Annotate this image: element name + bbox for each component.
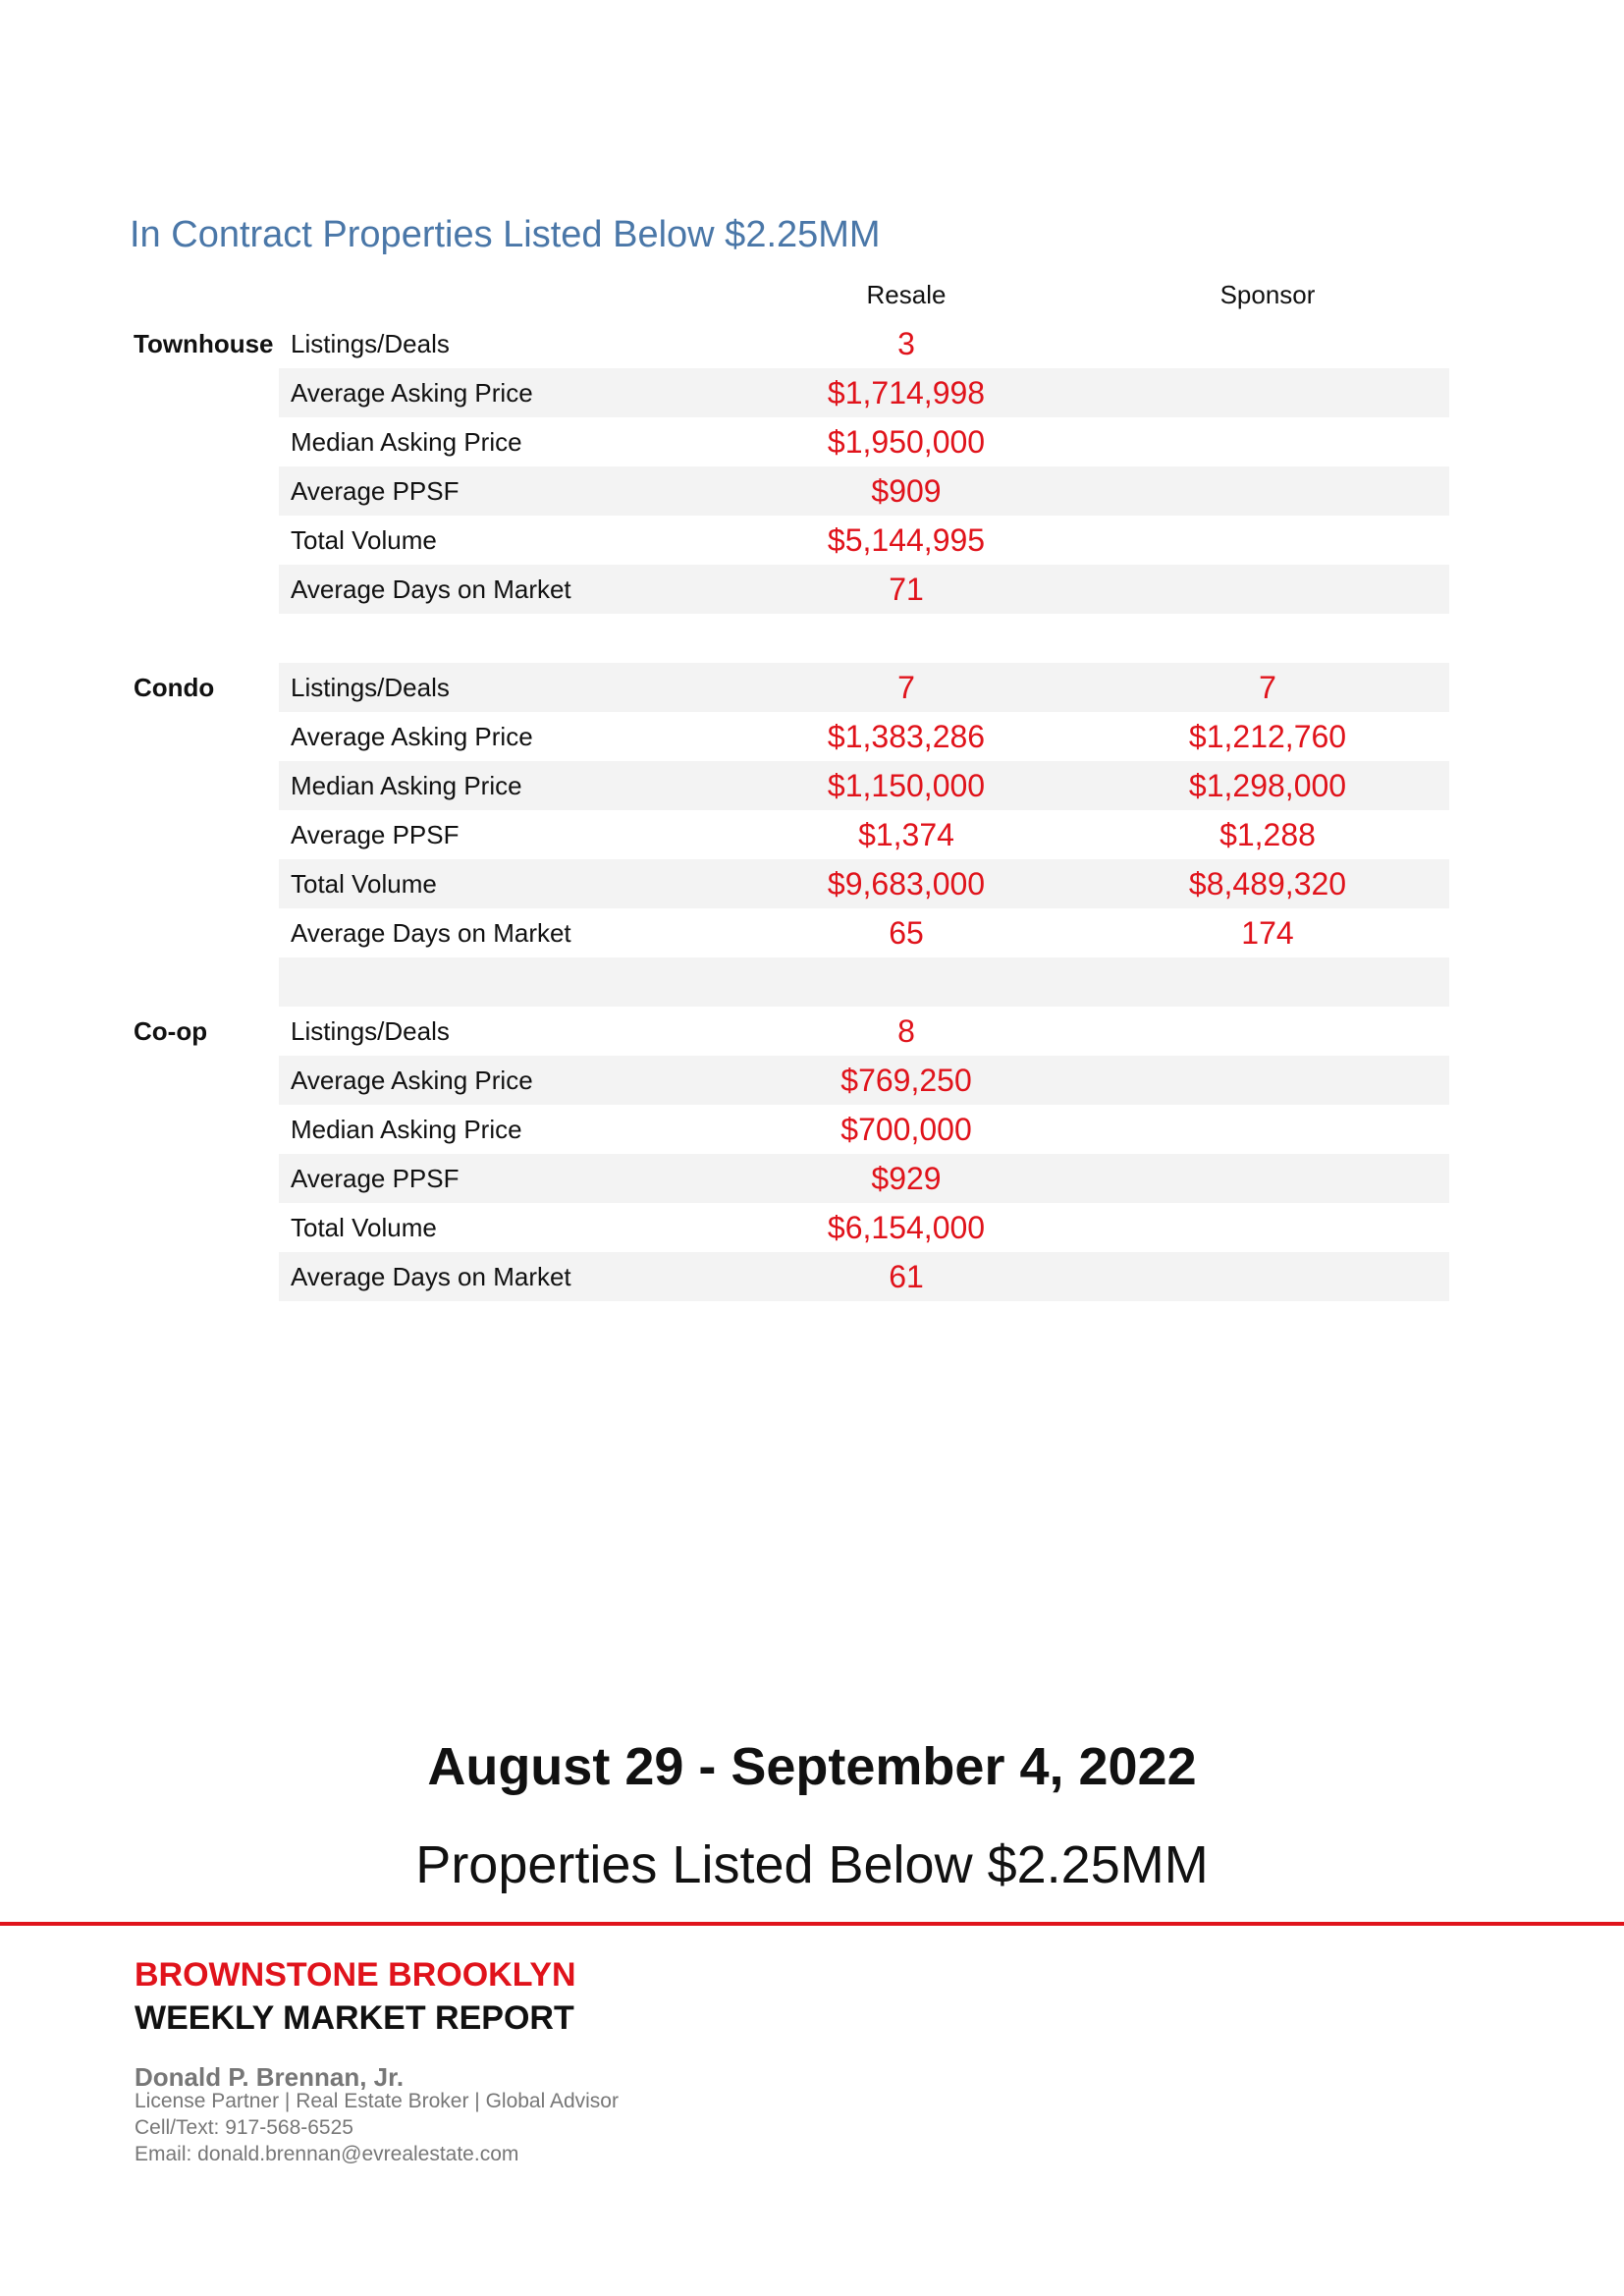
row-label: Average Days on Market: [291, 574, 571, 604]
table-row: [279, 516, 1449, 565]
sponsor-value: $8,489,320: [1188, 866, 1347, 902]
resale-value: $1,383,286: [827, 719, 986, 754]
column-header-resale: Resale: [866, 280, 947, 309]
column-header-sponsor: Sponsor: [1219, 280, 1316, 309]
row-label: Median Asking Price: [291, 1115, 522, 1144]
row-label: Average Days on Market: [291, 1262, 571, 1291]
table-row: [279, 565, 1449, 614]
sponsor-value: 7: [1259, 670, 1276, 705]
resale-value: 3: [897, 326, 915, 361]
resale-value: $1,150,000: [827, 768, 986, 803]
table-row: [279, 466, 1449, 516]
resale-value: $1,714,998: [827, 375, 986, 410]
resale-value: $700,000: [840, 1112, 972, 1147]
row-label: Total Volume: [291, 869, 437, 899]
row-label: Average PPSF: [291, 1164, 460, 1193]
resale-value: 71: [889, 572, 924, 607]
table-row: [279, 1105, 1449, 1154]
table-row: [279, 859, 1449, 908]
table-row: [279, 368, 1449, 417]
resale-value: $909: [871, 473, 942, 509]
resale-value: 65: [889, 915, 924, 951]
row-label: Average Asking Price: [291, 722, 533, 751]
resale-value: 61: [889, 1259, 924, 1294]
section-label: Townhouse: [134, 329, 274, 358]
row-label: Listings/Deals: [291, 673, 450, 702]
row-label: Median Asking Price: [291, 771, 522, 800]
section-label: Condo: [134, 673, 215, 702]
agent-name: Donald P. Brennan, Jr.: [135, 2062, 405, 2092]
resale-value: $6,154,000: [827, 1210, 986, 1245]
divider-line: [0, 1922, 1624, 1926]
sponsor-value: 174: [1241, 915, 1294, 951]
table-row: [279, 417, 1449, 466]
table-row: [279, 1007, 1449, 1056]
page-title: In Contract Properties Listed Below $2.25MM: [130, 214, 881, 255]
table-row: [279, 761, 1449, 810]
report-date-heading: August 29 - September 4, 2022: [427, 1737, 1197, 1796]
section-label: Co-op: [134, 1016, 208, 1046]
sponsor-value: $1,288: [1219, 817, 1316, 852]
table-row: [279, 1203, 1449, 1252]
table-row: [279, 908, 1449, 957]
row-label: Median Asking Price: [291, 427, 522, 457]
table-spacer-row: [279, 957, 1449, 1007]
brand-line-2: WEEKLY MARKET REPORT: [135, 1999, 574, 2037]
report-subheading: Properties Listed Below $2.25MM: [415, 1835, 1209, 1894]
sponsor-value: $1,298,000: [1188, 768, 1347, 803]
brand-line-1: BROWNSTONE BROOKLYN: [135, 1956, 576, 1994]
table-row: [279, 663, 1449, 712]
row-label: Average Days on Market: [291, 918, 571, 948]
row-label: Total Volume: [291, 1213, 437, 1242]
resale-value: $9,683,000: [827, 866, 986, 902]
row-label: Average PPSF: [291, 476, 460, 506]
agent-email: Email: donald.brennan@evrealestate.com: [135, 2143, 519, 2165]
table-row: [279, 1252, 1449, 1301]
table-row: [279, 319, 1449, 368]
agent-phone: Cell/Text: 917-568-6525: [135, 2116, 353, 2139]
agent-title: License Partner | Real Estate Broker | Global Advisor: [135, 2090, 619, 2112]
table-row: [279, 810, 1449, 859]
resale-value: $929: [871, 1161, 942, 1196]
row-label: Listings/Deals: [291, 1016, 450, 1046]
row-label: Listings/Deals: [291, 329, 450, 358]
resale-value: $769,250: [840, 1063, 972, 1098]
resale-value: 7: [897, 670, 915, 705]
table-row: [279, 1154, 1449, 1203]
row-label: Average Asking Price: [291, 1066, 533, 1095]
resale-value: $1,950,000: [827, 424, 986, 460]
row-label: Average Asking Price: [291, 378, 533, 408]
table-row: [279, 1056, 1449, 1105]
resale-value: $5,144,995: [827, 522, 986, 558]
table-row: [279, 712, 1449, 761]
sponsor-value: $1,212,760: [1188, 719, 1347, 754]
resale-value: 8: [897, 1013, 915, 1049]
row-label: Total Volume: [291, 525, 437, 555]
resale-value: $1,374: [858, 817, 954, 852]
row-label: Average PPSF: [291, 820, 460, 849]
